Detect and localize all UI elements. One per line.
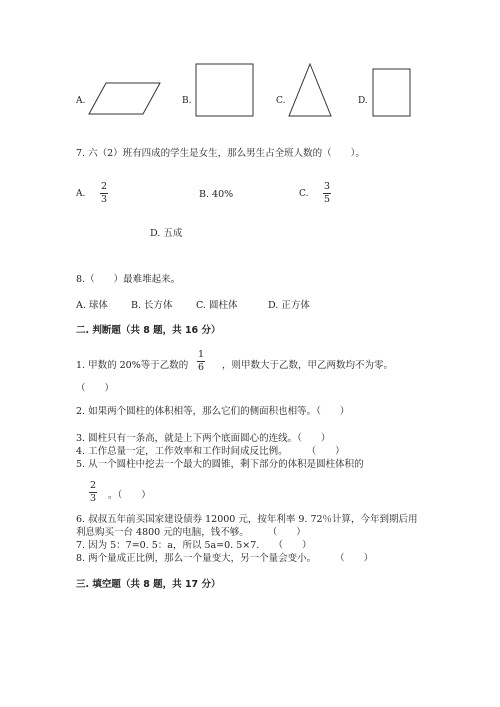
fraction-denominator: 3 (90, 492, 97, 504)
fraction-denominator: 6 (198, 361, 205, 373)
judge-q3: 3. 圆柱只有一条高，就是上下两个底面圆心的连线。（ ） (76, 433, 331, 444)
question-8-text: 8.（ ）最难堆起来。 (76, 274, 181, 285)
fraction-numerator: 2 (90, 480, 97, 491)
q8-option-c: C. 圆柱体 (196, 300, 238, 311)
shape-option-a-label: A. (76, 96, 86, 106)
q8-option-b: B. 长方体 (131, 300, 173, 311)
q7-option-c-label: C. (299, 189, 309, 199)
q7-option-d: D. 五成 (150, 228, 183, 239)
shape-option-d-label: D. (358, 96, 368, 106)
fraction-numerator: 1 (198, 349, 205, 360)
judge-q2: 2. 如果两个圆柱的体积相等，那么它们的侧面积也相等。（ ） (76, 406, 350, 417)
question-7-text: 7. 六（2）班有四成的学生是女生，那么男生占全班人数的（ ）。 (76, 148, 365, 159)
judge-q1-part2: ，则甲数大于乙数，甲乙两数均不为零。 (222, 360, 394, 371)
fraction-denominator: 5 (324, 193, 331, 205)
judge-q7: 7. 因为 5：7=0. 5：a，所以 5a=0. 5×7. （ ） (76, 540, 312, 551)
q8-option-a: A. 球体 (76, 300, 108, 311)
section-3-title: 三. 填空题（共 8 题，共 17 分） (76, 579, 221, 590)
parallelogram-shape (88, 82, 163, 116)
judge-q8: 8. 两个量成正比例，那么一个量变大，另一个量会变小。 （ ） (76, 553, 374, 564)
judge-q1-answer-paren: （ ） (76, 383, 115, 394)
square-shape (195, 63, 255, 118)
shape-option-c-label: C. (276, 96, 286, 106)
section-2-title: 二. 判断题（共 8 题，共 16 分） (76, 325, 221, 336)
q7-option-b: B. 40% (199, 189, 234, 200)
judge-q6-line2: 利息购买一台 4800 元的电脑，钱不够。 （ ） (76, 527, 306, 538)
shape-option-b-label: B. (182, 96, 192, 106)
q7-option-a-label: A. (76, 189, 86, 199)
judge-q4: 4. 工作总量一定，工作效率和工作时间成反比例。 （ ） (76, 446, 345, 457)
fraction-numerator: 2 (101, 181, 108, 192)
fraction-numerator: 3 (324, 181, 331, 192)
judge-q5: 5. 从一个圆柱中挖去一个最大的圆锥，剩下部分的体积是圆柱体积的 (76, 459, 364, 470)
q7-option-c-fraction (323, 182, 331, 204)
q8-option-d: D. 正方体 (268, 300, 310, 311)
judge-q6-line1: 6. 叔叔五年前买国家建设债券 12000 元，按年利率 9. 72％计算，今年到期后用 (76, 514, 418, 525)
judge-q5-fraction (89, 481, 97, 503)
triangle-shape (288, 63, 332, 118)
judge-q1-fraction (197, 350, 205, 372)
judge-q5-tail: 。（ ） (108, 490, 151, 501)
judge-q1-part1: 1. 甲数的 20%等于乙数的 (76, 360, 189, 371)
q7-option-a-fraction (100, 182, 108, 204)
rectangle-shape (372, 68, 412, 118)
fraction-denominator: 3 (101, 193, 108, 205)
